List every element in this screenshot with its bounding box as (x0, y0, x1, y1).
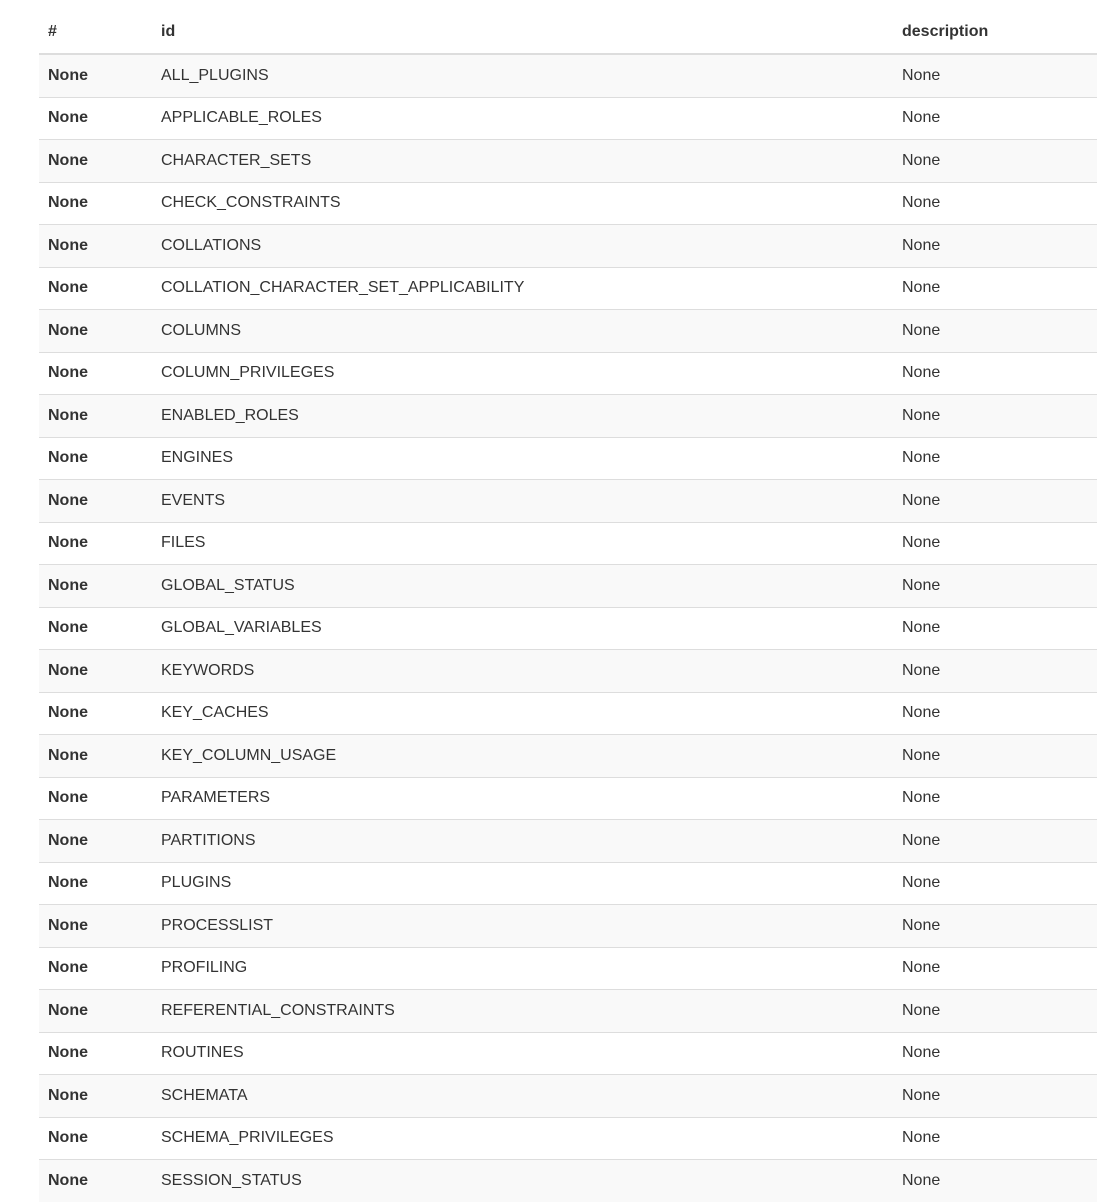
row-number-cell: None (39, 310, 152, 353)
header-row (39, 11, 1097, 54)
description-cell: None (893, 182, 1097, 225)
id-cell: SCHEMATA (152, 1075, 893, 1118)
id-cell: KEY_COLUMN_USAGE (152, 735, 893, 778)
description-cell: None (893, 777, 1097, 820)
table-row[interactable] (39, 1117, 1097, 1160)
table-header (39, 11, 1097, 54)
table-row[interactable] (39, 140, 1097, 183)
row-number-cell: None (39, 1117, 152, 1160)
id-cell: ENABLED_ROLES (152, 395, 893, 438)
table-row[interactable] (39, 395, 1097, 438)
row-number-cell: None (39, 565, 152, 608)
table-row[interactable] (39, 1075, 1097, 1118)
id-cell: COLLATIONS (152, 225, 893, 268)
id-cell: PROCESSLIST (152, 905, 893, 948)
column-header-description[interactable]: description (893, 11, 1097, 54)
id-cell: PARAMETERS (152, 777, 893, 820)
description-cell: None (893, 1160, 1097, 1202)
table-row[interactable] (39, 225, 1097, 268)
id-cell: COLLATION_CHARACTER_SET_APPLICABILITY (152, 267, 893, 310)
id-cell: GLOBAL_STATUS (152, 565, 893, 608)
table-row[interactable] (39, 1032, 1097, 1075)
id-cell: KEY_CACHES (152, 692, 893, 735)
description-cell: None (893, 735, 1097, 778)
column-header-number[interactable]: # (39, 11, 152, 54)
row-number-cell: None (48, 66, 88, 84)
description-cell: None (893, 140, 1097, 183)
row-number-cell: None (39, 395, 152, 438)
row-number-cell: None (39, 1075, 152, 1118)
table-row[interactable] (39, 565, 1097, 608)
row-number-cell: None (39, 522, 152, 565)
description-cell: None (893, 395, 1097, 438)
table-body (39, 54, 1097, 1202)
description-cell: None (893, 267, 1097, 310)
table-row[interactable] (39, 54, 1097, 97)
description-cell: None (893, 310, 1097, 353)
table-row[interactable] (39, 437, 1097, 480)
row-number-cell: None (39, 480, 152, 523)
id-cell: COLUMNS (152, 310, 893, 353)
id-cell: KEYWORDS (152, 650, 893, 693)
row-number-cell: None (39, 97, 152, 140)
id-cell: COLUMN_PRIVILEGES (152, 352, 893, 395)
table-row[interactable] (39, 480, 1097, 523)
row-number-cell: None (39, 182, 152, 225)
row-number-cell: None (39, 692, 152, 735)
description-cell: None (893, 1032, 1097, 1075)
description-cell: None (893, 565, 1097, 608)
id-cell: SESSION_STATUS (152, 1160, 893, 1202)
table-row[interactable] (39, 352, 1097, 395)
id-cell: ALL_PLUGINS (161, 66, 269, 84)
description-cell: None (902, 66, 941, 84)
id-cell: ROUTINES (152, 1032, 893, 1075)
row-number-cell: None (39, 650, 152, 693)
description-cell: None (893, 97, 1097, 140)
table-row[interactable] (39, 607, 1097, 650)
row-number-cell: None (39, 140, 152, 183)
table-row[interactable] (39, 735, 1097, 778)
table-row[interactable] (39, 1160, 1097, 1202)
row-number-cell: None (39, 607, 152, 650)
row-number-cell: None (39, 352, 152, 395)
table-row[interactable] (39, 182, 1097, 225)
table-row[interactable] (39, 650, 1097, 693)
row-number-cell: None (39, 225, 152, 268)
description-cell: None (893, 225, 1097, 268)
data-table (39, 11, 1097, 1202)
row-number-cell: None (39, 735, 152, 778)
row-number-cell: None (39, 820, 152, 863)
row-number-cell: None (39, 267, 152, 310)
description-cell: None (893, 947, 1097, 990)
description-cell: None (893, 352, 1097, 395)
id-cell: ENGINES (152, 437, 893, 480)
row-number-cell: None (39, 905, 152, 948)
description-cell: None (893, 820, 1097, 863)
description-cell: None (893, 650, 1097, 693)
table-row[interactable] (39, 692, 1097, 735)
id-cell: FILES (152, 522, 893, 565)
id-cell: CHARACTER_SETS (152, 140, 893, 183)
id-cell: APPLICABLE_ROLES (152, 97, 893, 140)
description-cell: None (893, 1075, 1097, 1118)
row-number-cell: None (39, 862, 152, 905)
table-row[interactable] (39, 990, 1097, 1033)
table-row[interactable] (39, 310, 1097, 353)
description-cell: None (893, 480, 1097, 523)
table-row[interactable] (39, 522, 1097, 565)
description-cell: None (893, 607, 1097, 650)
id-cell: PLUGINS (152, 862, 893, 905)
description-cell: None (893, 692, 1097, 735)
description-cell: None (893, 862, 1097, 905)
id-cell: CHECK_CONSTRAINTS (152, 182, 893, 225)
table-row[interactable] (39, 97, 1097, 140)
row-number-cell: None (39, 1160, 152, 1202)
id-cell: EVENTS (152, 480, 893, 523)
row-number-cell: None (39, 437, 152, 480)
id-cell: SCHEMA_PRIVILEGES (152, 1117, 893, 1160)
row-number-cell: None (39, 1032, 152, 1075)
data-table-container (39, 11, 1097, 1202)
table-row[interactable] (39, 862, 1097, 905)
column-header-id[interactable]: id (152, 11, 893, 54)
description-cell: None (893, 990, 1097, 1033)
table-row[interactable] (39, 267, 1097, 310)
table-row[interactable] (39, 947, 1097, 990)
table-row[interactable] (39, 905, 1097, 948)
id-cell: GLOBAL_VARIABLES (152, 607, 893, 650)
description-cell: None (893, 905, 1097, 948)
description-cell: None (893, 437, 1097, 480)
row-number-cell: None (39, 990, 152, 1033)
row-number-cell: None (39, 947, 152, 990)
id-cell: PARTITIONS (152, 820, 893, 863)
table-row[interactable] (39, 777, 1097, 820)
description-cell: None (893, 522, 1097, 565)
description-cell: None (893, 1117, 1097, 1160)
table-row[interactable] (39, 820, 1097, 863)
row-number-cell: None (39, 777, 152, 820)
id-cell: REFERENTIAL_CONSTRAINTS (152, 990, 893, 1033)
id-cell: PROFILING (152, 947, 893, 990)
